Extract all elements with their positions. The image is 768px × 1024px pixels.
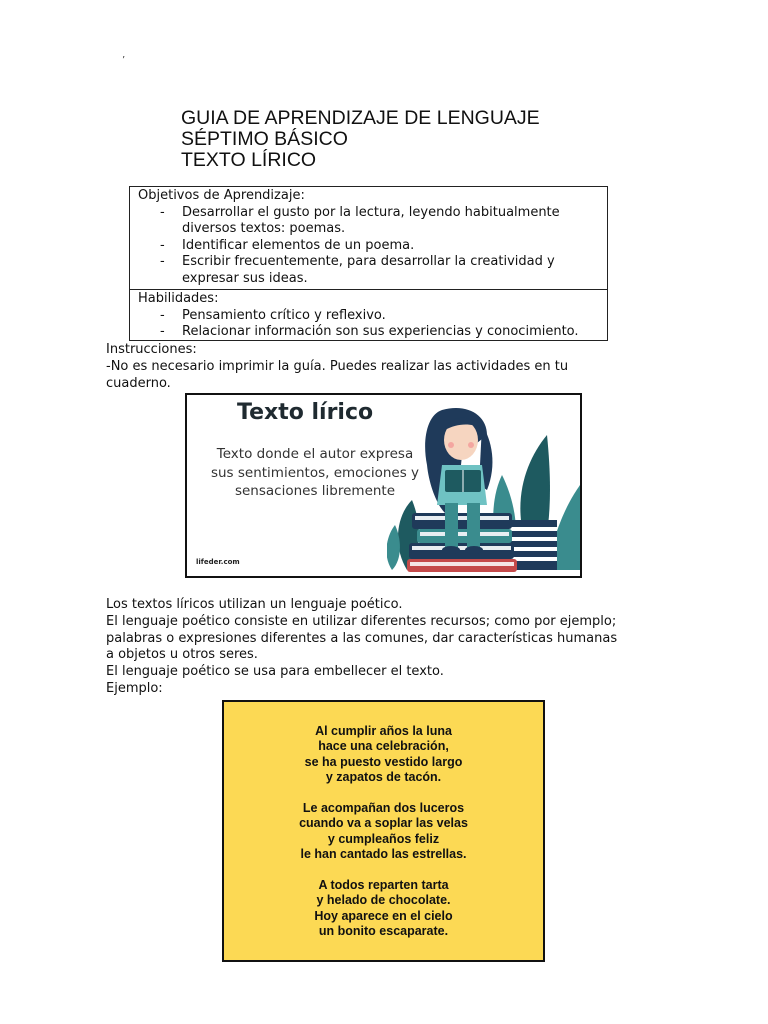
objectives-section bbox=[130, 187, 607, 290]
poem-line: y helado de chocolate. bbox=[316, 893, 451, 908]
objective-line: Identificar elementos de un poema. bbox=[182, 237, 415, 253]
poem-line: Hoy aparece en el cielo bbox=[314, 908, 453, 923]
stray-mark: ’ bbox=[122, 55, 126, 66]
lyric-text-illustration bbox=[185, 393, 582, 578]
instructions-line: -No es necesario imprimir la guía. Puedes realizar las actividades en tu bbox=[106, 358, 569, 374]
objective-item bbox=[138, 238, 607, 255]
objective-line: Escribir frecuentemente, para desarrollar la creatividad y bbox=[182, 254, 555, 269]
bullet-dash: - bbox=[160, 204, 165, 220]
page-title bbox=[181, 108, 540, 171]
title-line-1: GUIA DE APRENDIZAJE DE LENGUAJE bbox=[181, 107, 540, 129]
poem-line: y zapatos de tacón. bbox=[325, 769, 442, 784]
objective-line: Desarrollar el gusto por la lectura, leyendo habitualmente bbox=[182, 204, 560, 220]
description-line: sus sentimientos, emociones y bbox=[210, 464, 420, 481]
objective-line: diversos textos: poemas. bbox=[182, 221, 346, 236]
body-line: palabras o expresiones diferentes a las comunes, dar características humanas bbox=[106, 630, 618, 646]
objective-item bbox=[138, 254, 607, 287]
body-line: El lenguaje poético consiste en utilizar diferentes recursos; como por ejemplo; bbox=[106, 613, 617, 629]
poem-stanza bbox=[224, 724, 543, 785]
skills-list bbox=[138, 308, 607, 341]
skills-section bbox=[130, 290, 607, 341]
body-line: El lenguaje poético se usa para embellecer el texto. bbox=[106, 664, 444, 680]
objective-line: expresar sus ideas. bbox=[182, 270, 308, 286]
skill-line: Relacionar información son sus experiencias y conocimiento. bbox=[182, 324, 579, 339]
body-line: Los textos líricos utilizan un lenguaje poético. bbox=[106, 597, 403, 612]
poem-line: se ha puesto vestido largo bbox=[304, 754, 463, 769]
body-line: Ejemplo: bbox=[106, 680, 163, 696]
objectives-table bbox=[129, 186, 608, 341]
poem-line: cuando va a soplar las velas bbox=[299, 816, 468, 831]
poem-line: y cumpleaños feliz bbox=[327, 831, 440, 846]
instructions bbox=[106, 342, 666, 392]
bullet-dash: - bbox=[160, 254, 165, 269]
skills-heading: Habilidades: bbox=[138, 291, 219, 306]
description-line: sensaciones libremente bbox=[234, 483, 396, 499]
example-poem-box bbox=[222, 700, 545, 962]
poem-line: Le acompañan dos luceros bbox=[302, 801, 465, 815]
objective-item bbox=[138, 205, 607, 238]
body-line: a objetos u otros seres. bbox=[106, 647, 258, 663]
illustration-title: Texto lírico bbox=[237, 400, 374, 425]
bullet-dash: - bbox=[160, 307, 165, 323]
objectives-heading: Objetivos de Aprendizaje: bbox=[138, 188, 305, 203]
poem-stanza bbox=[224, 878, 543, 939]
girl-reading-books-icon bbox=[387, 395, 580, 576]
bullet-dash: - bbox=[160, 237, 165, 253]
explanation-text bbox=[106, 597, 666, 698]
instructions-heading: Instrucciones: bbox=[106, 342, 197, 357]
poem-line: hace una celebración, bbox=[318, 739, 449, 754]
skill-item bbox=[138, 324, 607, 341]
instructions-line: cuaderno. bbox=[106, 375, 171, 391]
skill-line: Pensamiento crítico y reflexivo. bbox=[182, 307, 386, 323]
poem-line: un bonito escaparate. bbox=[318, 923, 449, 938]
poem-stanza bbox=[224, 801, 543, 862]
poem-line: A todos reparten tarta bbox=[318, 878, 449, 892]
title-line-3: TEXTO LÍRICO bbox=[181, 149, 317, 171]
bullet-dash: - bbox=[160, 324, 165, 339]
skill-item bbox=[138, 308, 607, 325]
objectives-list bbox=[138, 205, 607, 288]
lifeder-logo: lifeder.com bbox=[196, 558, 240, 566]
poem-line: Al cumplir años la luna bbox=[315, 724, 452, 738]
description-line: Texto donde el autor expresa bbox=[216, 446, 414, 462]
poem-line: le han cantado las estrellas. bbox=[300, 846, 467, 861]
title-line-2: SÉPTIMO BÁSICO bbox=[181, 128, 348, 150]
